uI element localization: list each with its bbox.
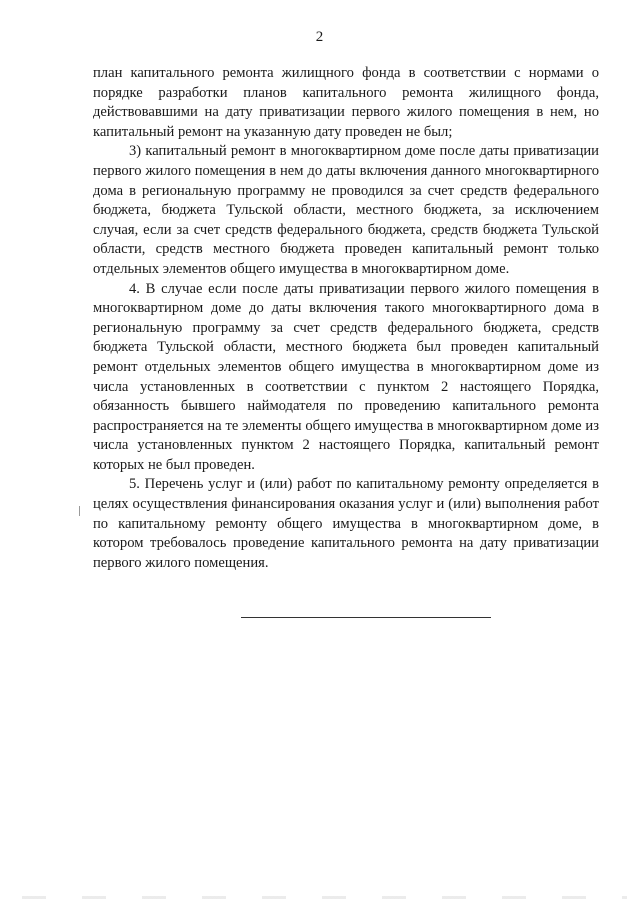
paragraph-item-5: 5. Перечень услуг и (или) работ по капитальному ремонту определяется в целях осуществления финансирования оказания услуг и (или) выполнения работ по капитальному ремонту общего имущества в многоквартирном доме, в котором требовалось проведение капитального ремонта на дату приватизации первого жилого помещения. (93, 476, 599, 571)
paragraph-item-3: 3) капитальный ремонт в многоквартирном доме после даты приватизации первого жилого помещения в нем до даты включения данного многоквартирного дома в региональную программу не проводился за счет средств федерального бюджета, бюджета Тульской области, местного бюджета, за исключением случая, если за счет средств федерального бюджета, средств бюджета Тульской области, средств местного бюджета проведен капитальный ремонт только отдельных элементов общего имущества в многоквартирном доме. (93, 143, 599, 277)
paragraph-continuation: план капитального ремонта жилищного фонда в соответствии с нормами о порядке разработки планов капитального ремонта жилищного фонда, действовавшими на дату приватизации первого жилого помещения в нем, но капитальный ремонт на указанную дату проведен не был; (93, 65, 599, 140)
document-body (93, 64, 599, 573)
paragraph-item-4: 4. В случае если после даты приватизации первого жилого помещения в многоквартирном доме до даты включения такого многоквартирного дома в региональную программу за счет средств федерального бюджета, средств бюджета Тульской области, местного бюджета был проведен капитальный ремонт отдельных элементов общего имущества в многоквартирном доме из числа установленных в соответствии с пунктом 2 настоящего Порядка, обязанность бывшего наймодателя по проведению капитального ремонта распространяется на те элементы общего имущества в многоквартирном доме из числа установленных пунктом 2 настоящего Порядка, капитальный ремонт которых не был проведен. (93, 280, 599, 473)
scan-bottom-artifacts (12, 896, 627, 899)
scan-margin-mark (79, 506, 80, 516)
page-number: 2 (315, 29, 324, 45)
end-separator-line (241, 617, 491, 618)
